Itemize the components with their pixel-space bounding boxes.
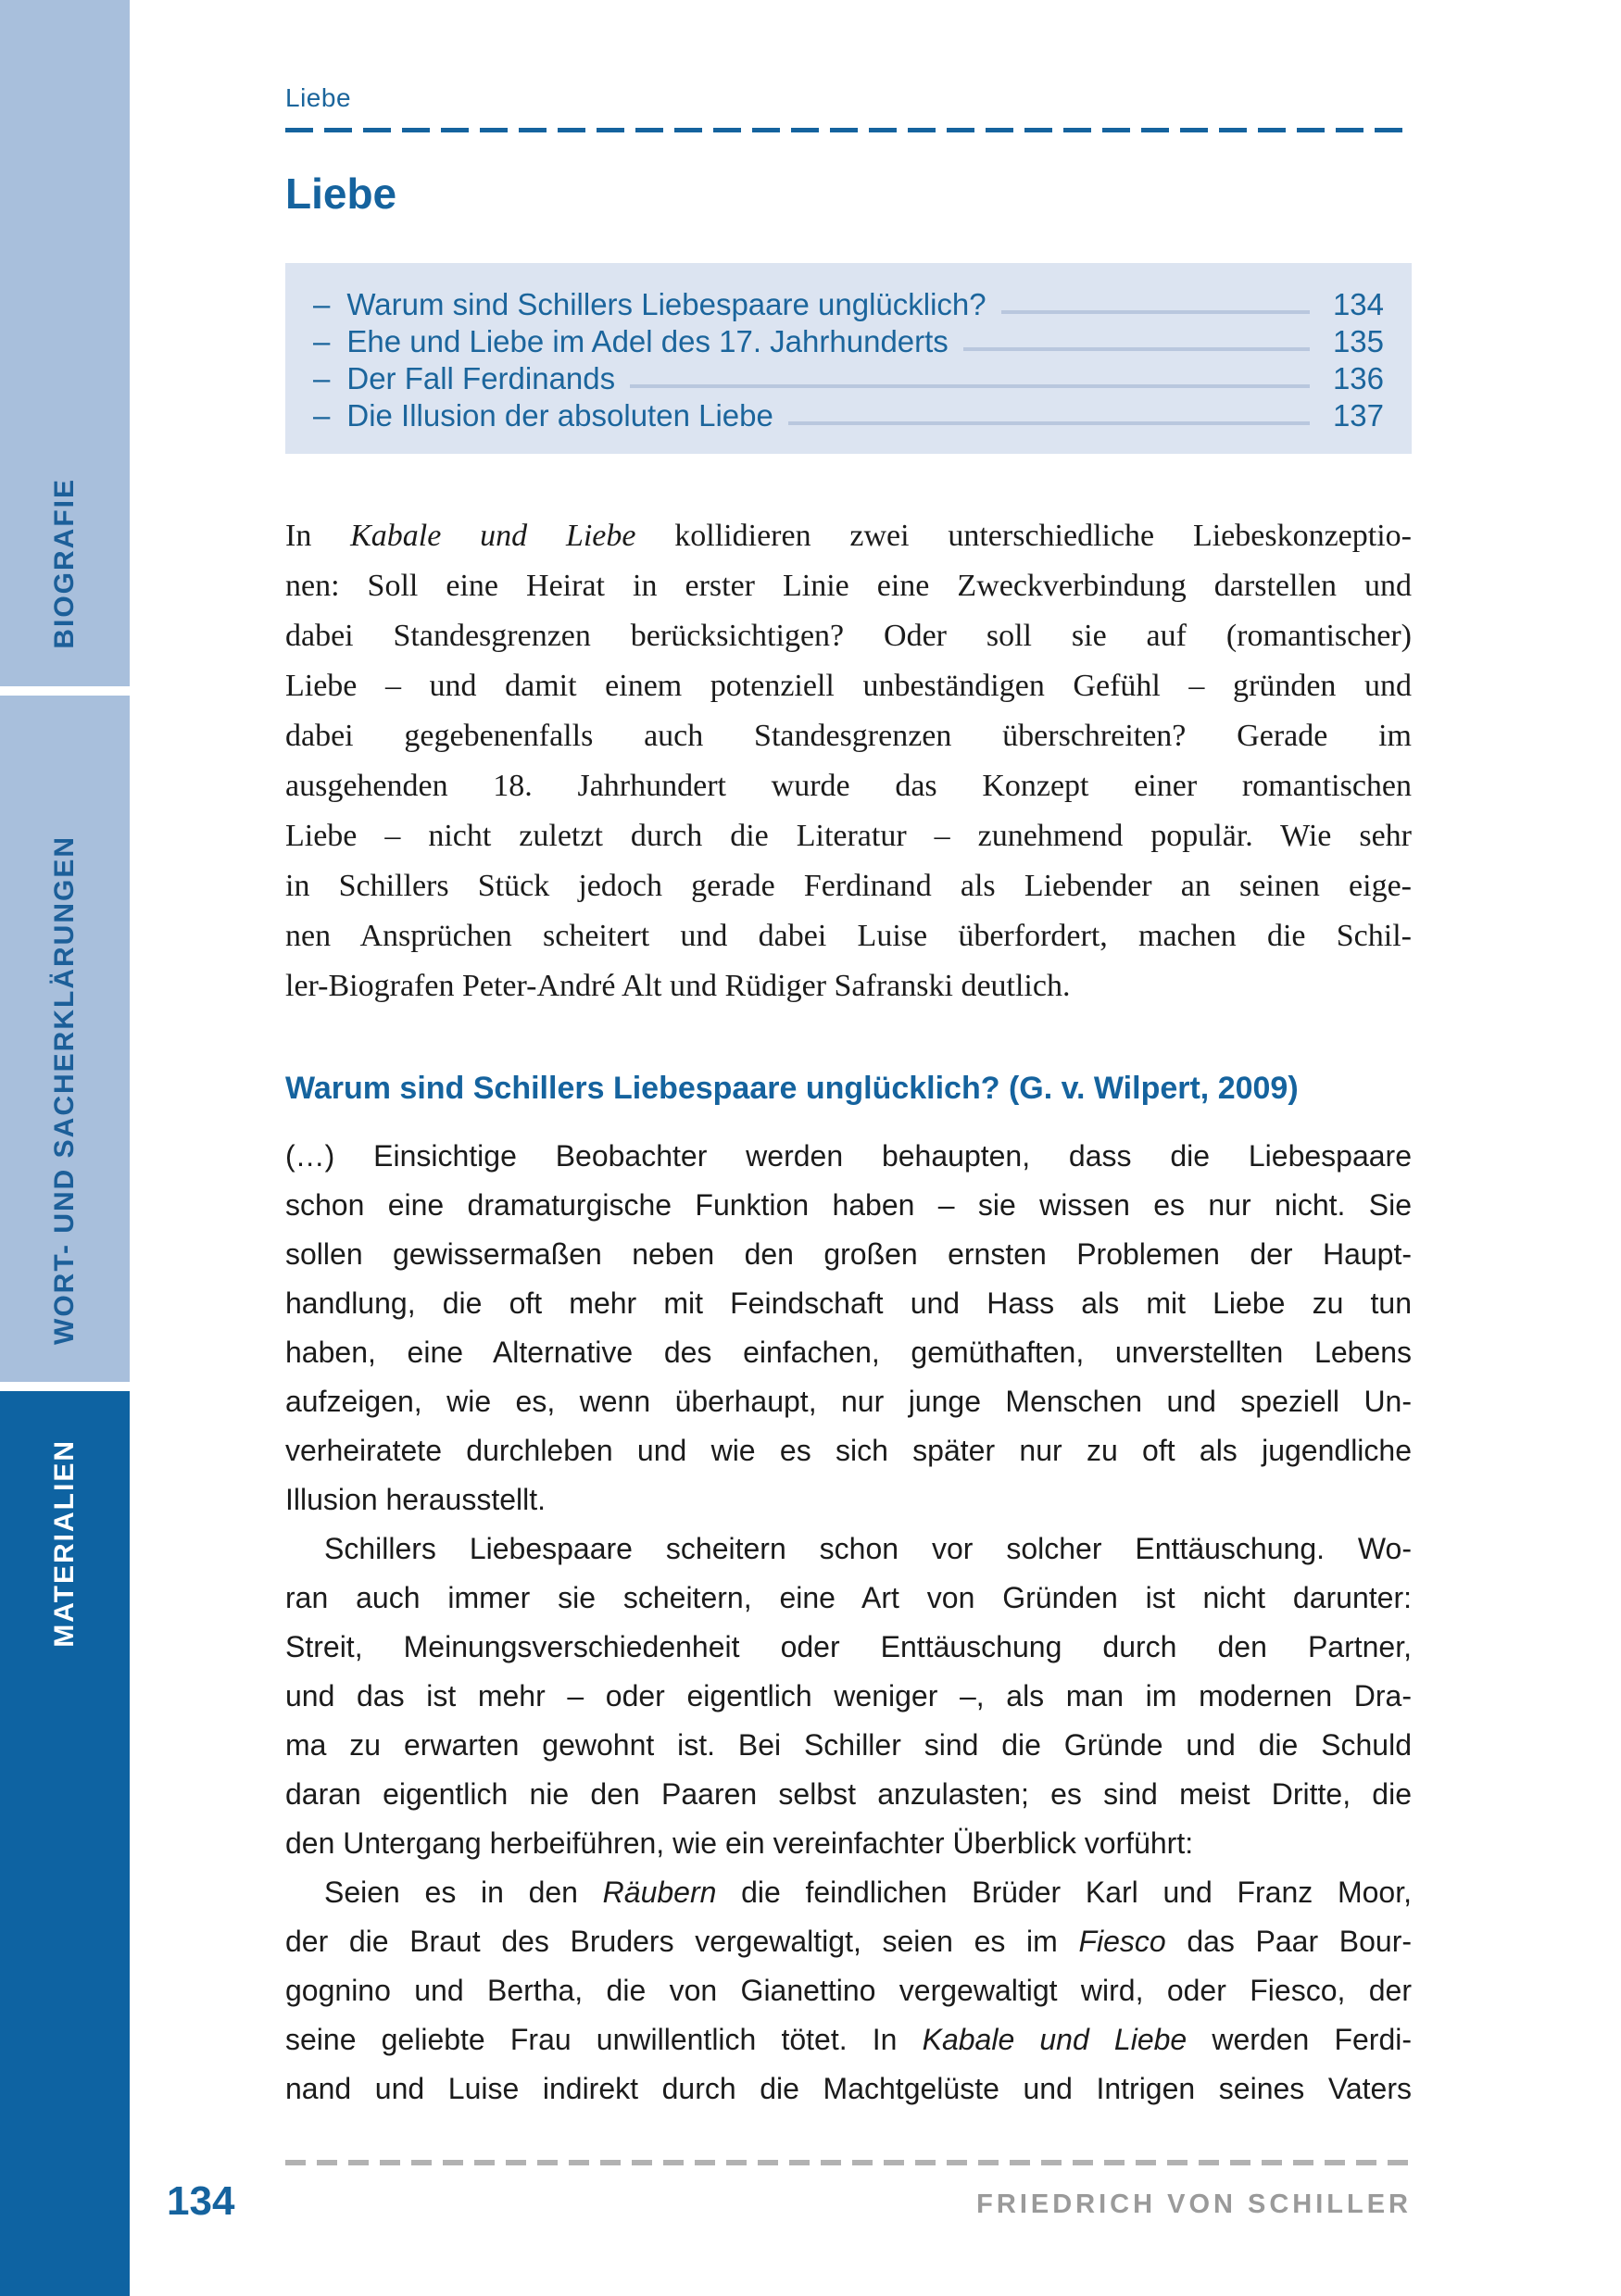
sidebar-tab-materialien-label: MATERIALIEN — [49, 1439, 80, 1648]
header-dashed-rule — [285, 128, 1412, 132]
toc-item[interactable] — [313, 359, 1384, 396]
toc-bullet: – — [313, 361, 331, 395]
toc-item-page: 135 — [1332, 324, 1384, 358]
toc-item[interactable] — [313, 322, 1384, 359]
toc-leader-line — [1001, 310, 1310, 314]
toc-item[interactable] — [313, 285, 1384, 322]
toc-item-label: Die Illusion der absoluten Liebe — [346, 398, 773, 433]
toc-item-label: Warum sind Schillers Liebespaare unglücklich? — [346, 287, 986, 321]
sidebar-tab-label-wrap — [0, 478, 130, 649]
running-head: Liebe — [285, 83, 352, 112]
toc-item-label: Ehe und Liebe im Adel des 17. Jahrhunderts — [346, 324, 949, 358]
quote-paragraph-2: Schillers Liebespaare scheitern schon vor solcher Enttäuschung. Wo- ran auch immer sie scheitern, eine Art von Gründen ist nicht darunter: Streit, Meinungsverschiedenheit oder Enttäuschung durch den Partner, und das ist mehr – oder eigentlich weniger –, als man im modernen Dra- ma zu erwarten gewohnt ist. Bei Schiller sind die Gründe und die Schuld daran eigentlich nie den Paaren selbst anzulasten; es sind meist Dritte, die den Untergang herbeiführen, wie ein vereinfachter Überblick vorführt: — [285, 1532, 1412, 1860]
toc-leader-line — [788, 421, 1310, 425]
footer-dashed-rule — [285, 2160, 1412, 2165]
toc-bullet: – — [313, 324, 331, 358]
sidebar-tab-wort-und-sacherklaerungen[interactable] — [0, 696, 130, 1382]
section-heading: Warum sind Schillers Liebespaare unglücklich? (G. v. Wilpert, 2009) — [285, 1071, 1299, 1106]
sidebar-tab-biografie[interactable] — [0, 0, 130, 686]
quote-block — [285, 1132, 1412, 2114]
toc-leader-line — [630, 384, 1310, 388]
quote-paragraph-1: (…) Einsichtige Beobachter werden behaupten, dass die Liebespaare schon eine dramaturgische Funktion haben – sie wissen es nur nicht. Sie sollen gewissermaßen neben den großen ernsten Problemen der Haupt- handlung, die oft mehr mit Feindschaft und Hass als mit Liebe zu tun haben, eine Alternative des einfachen, gemüthaften, unverstellten Lebens aufzeigen, wie es, wenn überhaupt, nur junge Menschen und speziell Un- verheiratete durchleben und wie es sich später nur zu oft als jugendliche Illusion herausstellt. — [285, 1139, 1412, 1516]
toc-item-page: 137 — [1332, 398, 1384, 433]
toc-item-page: 136 — [1332, 361, 1384, 395]
book-title-footer: FRIEDRICH VON SCHILLER — [976, 2189, 1412, 2219]
toc-item-page: 134 — [1332, 287, 1384, 321]
page-number: 134 — [167, 2178, 235, 2224]
toc-item[interactable] — [313, 396, 1384, 433]
toc-box — [285, 263, 1412, 454]
intro-paragraph: In Kabale und Liebe kollidieren zwei unterschiedliche Liebeskonzeptio- nen: Soll eine Heirat in erster Linie eine Zweckverbindung darstellen und dabei Standesgrenzen berücksichtigen? Oder soll sie auf (romantischer) Liebe – und damit einem potenziell unbeständigen Gefühl – gründen und dabei gegebenenfalls auch Standesgrenzen überschreiten? Gerade im ausgehenden 18. Jahrhundert wurde das Konzept einer romantischen Liebe – nicht zuletzt durch die Literatur – zunehmend populär. Wie sehr in Schillers Stück jedoch gerade Ferdinand als Liebender an seinen eige- nen Ansprüchen scheitert und dabei Luise überfordert, machen die Schil- ler-Biografen Peter-André Alt und Rüdiger Safranski deutlich. — [285, 519, 1412, 1003]
toc-bullet: – — [313, 398, 331, 433]
quote-paragraph-3: Seien es in den Räubern die feindlichen Brüder Karl und Franz Moor, der die Braut des Bruders vergewaltigt, seien es im Fiesco das Paar Bour- gognino und Bertha, die von Gianettino vergewaltigt wird, oder Fiesco, der seine geliebte Frau unwillentlich tötet. In Kabale und Liebe werden Ferdi- nand und Luise indirekt durch die Machtgelüste und Intrigen seines Vaters — [285, 1876, 1413, 2105]
sidebar-tab-label-wrap — [0, 835, 130, 1345]
toc-bullet: – — [313, 287, 331, 321]
sidebar-tab-label-wrap — [0, 1439, 130, 1648]
page-title: Liebe — [285, 169, 397, 218]
sidebar-tab-biografie-label: BIOGRAFIE — [49, 478, 80, 649]
sidebar-tab-wort-label: WORT- UND SACHERKLÄRUNGEN — [49, 835, 80, 1345]
toc-item-label: Der Fall Ferdinands — [346, 361, 616, 395]
sidebar-tab-materialien-active[interactable] — [0, 1391, 130, 2296]
toc-leader-line — [963, 347, 1310, 351]
